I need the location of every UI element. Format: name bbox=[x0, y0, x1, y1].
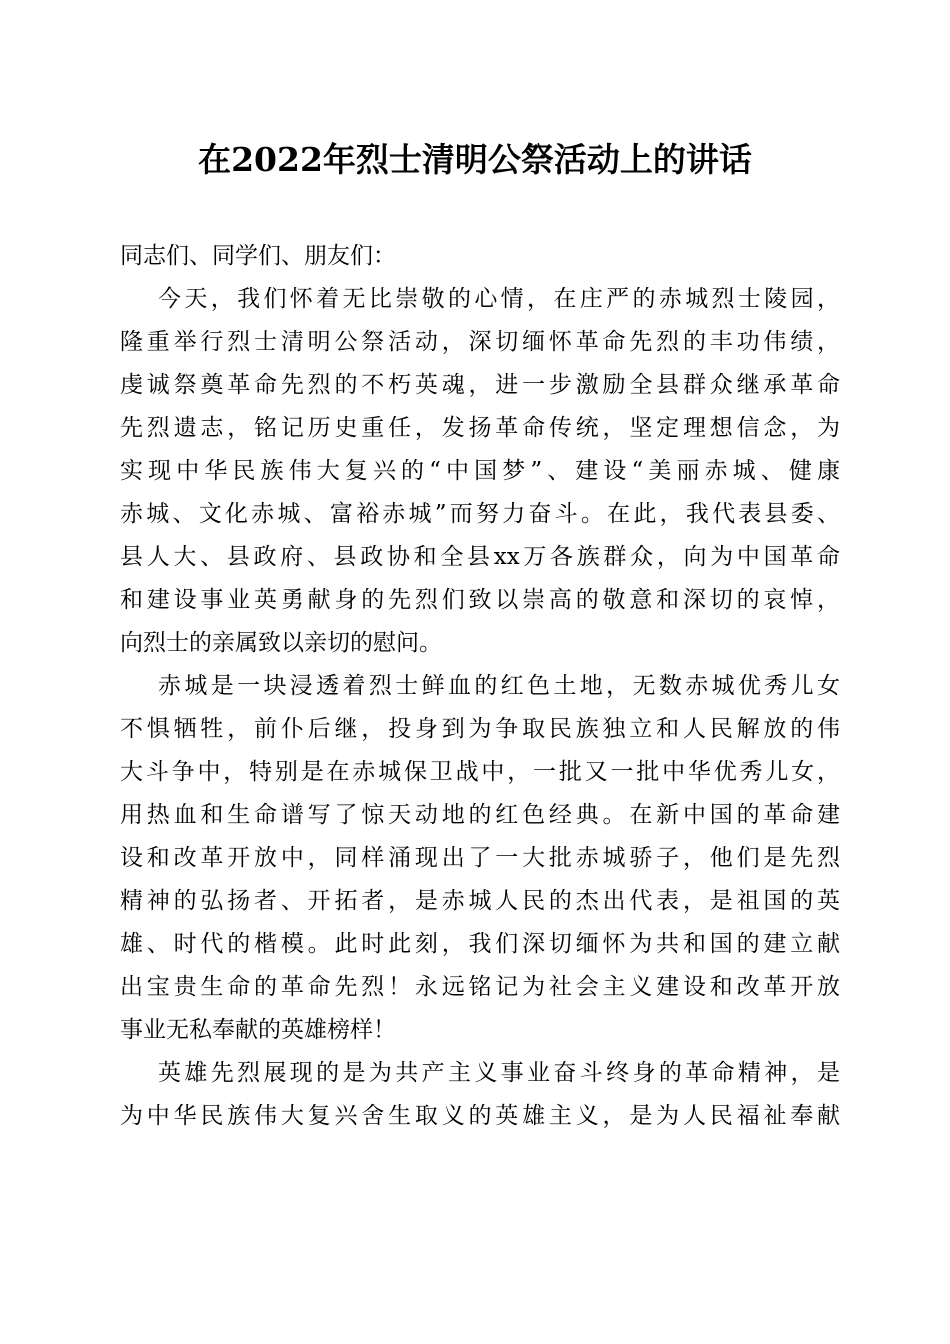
paragraph-1-line: 赤城、文化赤城、富裕赤城”而努力奋斗。在此，我代表县委、 bbox=[120, 501, 840, 527]
paragraph-2-line: 精神的弘扬者、开拓者，是赤城人民的杰出代表，是祖国的英 bbox=[120, 888, 840, 914]
paragraph-2-line: 用热血和生命谱写了惊天动地的红色经典。在新中国的革命建 bbox=[120, 802, 840, 828]
paragraph-2-line: 事业无私奉献的英雄榜样！ bbox=[120, 1017, 396, 1043]
paragraph-1-line: 和建设事业英勇献身的先烈们致以崇高的敬意和深切的哀悼， bbox=[120, 587, 840, 613]
paragraph-3-line: 英雄先烈展现的是为共产主义事业奋斗终身的革命精神，是 bbox=[158, 1060, 840, 1086]
paragraph-2-line: 大斗争中，特别是在赤城保卫战中，一批又一批中华优秀儿女， bbox=[120, 759, 840, 785]
paragraph-1-line: 隆重举行烈士清明公祭活动，深切缅怀革命先烈的丰功伟绩， bbox=[120, 329, 840, 355]
paragraph-1-line: 虔诚祭奠革命先烈的不朽英魂，进一步激励全县群众继承革命 bbox=[120, 372, 840, 398]
paragraph-1-line: 向烈士的亲属致以亲切的慰问。 bbox=[120, 630, 442, 656]
paragraph-2-line: 赤城是一块浸透着烈士鲜血的红色土地，无数赤城优秀儿女 bbox=[158, 673, 840, 699]
paragraph-2-line: 设和改革开放中，同样涌现出了一大批赤城骄子，他们是先烈 bbox=[120, 845, 840, 871]
paragraph-1-line: 今天，我们怀着无比崇敬的心情，在庄严的赤城烈士陵园， bbox=[158, 286, 840, 312]
paragraph-1-line: 先烈遗志，铭记历史重任，发扬革命传统，坚定理想信念，为 bbox=[120, 415, 840, 441]
paragraph-2-line: 出宝贵生命的革命先烈！永远铭记为社会主义建设和改革开放 bbox=[120, 974, 840, 1000]
document-title: 在2022年烈士清明公祭活动上的讲话 bbox=[198, 140, 752, 179]
paragraph-3-line: 为中华民族伟大复兴舍生取义的英雄主义，是为人民福祉奉献 bbox=[120, 1103, 840, 1129]
paragraph-2-line: 雄、时代的楷模。此时此刻，我们深切缅怀为共和国的建立献 bbox=[120, 931, 840, 957]
paragraph-2-line: 不惧牺牲，前仆后继，投身到为争取民族独立和人民解放的伟 bbox=[120, 716, 840, 742]
salutation: 同志们、同学们、朋友们： bbox=[120, 243, 396, 269]
paragraph-1-line: 实现中华民族伟大复兴的“中国梦”、建设“美丽赤城、健康 bbox=[120, 458, 840, 484]
paragraph-1-line: 县人大、县政府、县政协和全县xx万各族群众，向为中国革命 bbox=[120, 544, 840, 570]
